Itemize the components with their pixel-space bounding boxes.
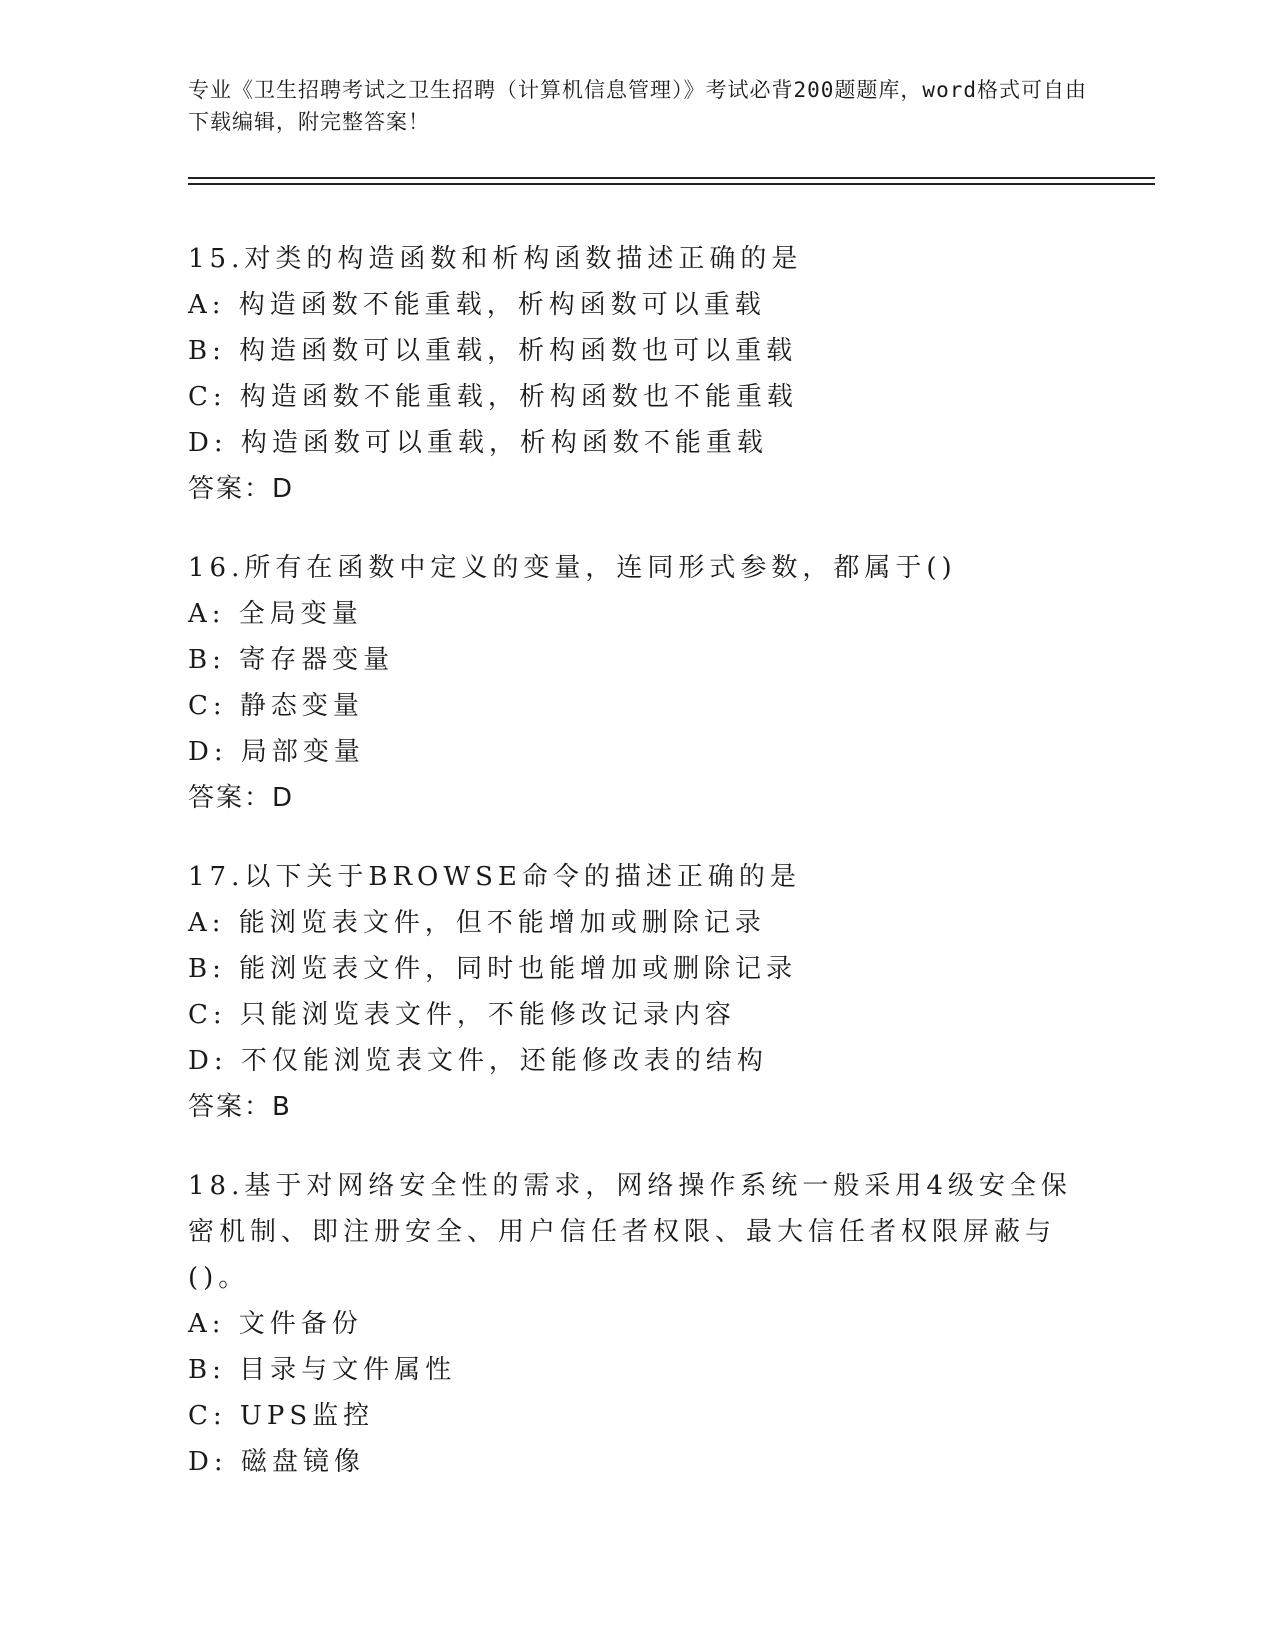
question-18 [188,1163,1148,1485]
option-d: D: 磁盘镜像 [188,1447,365,1477]
option-c: C: UPS监控 [188,1401,375,1431]
option-d: D: 局部变量 [188,737,365,767]
option-b: B: 构造函数可以重载，析构函数也可以重载 [188,336,798,366]
question-17 [188,854,1148,1130]
option-d: D: 不仅能浏览表文件，还能修改表的结构 [188,1046,768,1076]
option-a: A: 全局变量 [188,599,363,629]
option-a: A: 能浏览表文件，但不能增加或删除记录 [188,908,766,938]
option-c: C: 构造函数不能重载，析构函数也不能重载 [188,382,798,412]
question-list [188,236,1148,1518]
option-c: C: 静态变量 [188,691,364,721]
option-d: D: 构造函数可以重载，析构函数不能重载 [188,428,768,458]
option-c: C: 只能浏览表文件，不能修改记录内容 [188,1000,736,1030]
question-stem: 17.以下关于BROWSE命令的描述正确的是 [188,862,801,892]
question-stem: 15.对类的构造函数和析构函数描述正确的是 [188,244,803,274]
answer-label: 答案：B [188,1092,292,1122]
question-stem: 16.所有在函数中定义的变量，连同形式参数，都属于() [188,553,957,583]
header-divider-bottom [188,183,1155,185]
option-a: A: 构造函数不能重载，析构函数可以重载 [188,290,766,320]
answer-label: 答案：D [188,474,295,504]
question-stem: 18.基于对网络安全性的需求，网络操作系统一般采用4级安全保密机制、即注册安全、用户信任者权限、最大信任者权限屏蔽与()。 [188,1171,1072,1293]
option-b: B: 寄存器变量 [188,645,395,675]
question-15 [188,236,1148,512]
document-intro: 专业《卫生招聘考试之卫生招聘（计算机信息管理）》考试必背200题题库，word格式可自由下载编辑，附完整答案！ [188,78,1087,134]
header-divider-top [188,177,1155,179]
question-16 [188,545,1148,821]
answer-label: 答案：D [188,783,295,813]
option-b: B: 目录与文件属性 [188,1355,457,1385]
option-b: B: 能浏览表文件，同时也能增加或删除记录 [188,954,798,984]
option-a: A: 文件备份 [188,1309,363,1339]
